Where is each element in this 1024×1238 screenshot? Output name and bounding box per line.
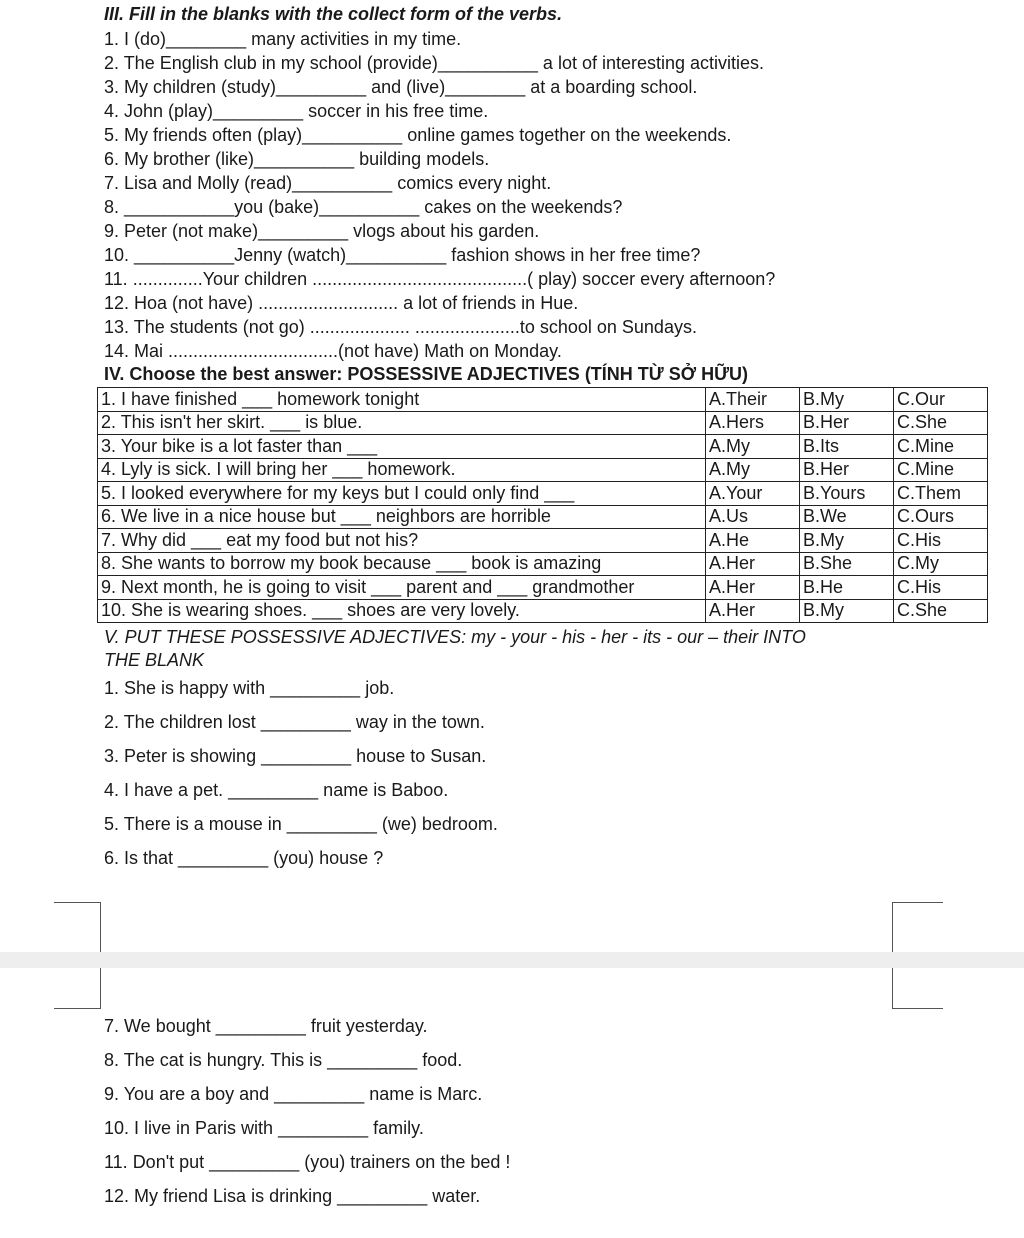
possessive-choice-table (97, 387, 988, 623)
option-b-cell: B.Her (800, 458, 894, 482)
list-item: 6. Is that _________ (you) house ? (104, 848, 384, 868)
page-corner-mark (892, 968, 943, 1009)
option-a-cell: A.My (706, 458, 800, 482)
option-b-cell: B.She (800, 552, 894, 576)
list-item: 10. __________Jenny (watch)__________ fashion shows in her free time? (104, 245, 701, 265)
section-4-title: IV. Choose the best answer: POSSESSIVE ADJECTIVES (TÍNH TỪ SỞ HỮU) (104, 364, 749, 384)
option-c-cell: C.My (894, 552, 988, 576)
option-a-cell: A.Us (706, 505, 800, 529)
option-a-cell: A.Your (706, 482, 800, 506)
question-cell: 3. Your bike is a lot faster than ___ (98, 435, 706, 459)
option-b-cell: B.We (800, 505, 894, 529)
option-c-cell: C.Mine (894, 435, 988, 459)
option-a-cell: A.My (706, 435, 800, 459)
option-c-cell: C.She (894, 599, 988, 623)
table-row (98, 552, 988, 576)
list-item: 12. Hoa (not have) ............................ a lot of friends in Hue. (104, 293, 579, 313)
question-cell: 6. We live in a nice house but ___ neighbors are horrible (98, 505, 706, 529)
option-a-cell: A.Her (706, 552, 800, 576)
page-corner-mark (54, 968, 101, 1009)
list-item: 1. I (do)________ many activities in my time. (104, 29, 462, 49)
list-item: 4. John (play)_________ soccer in his free time. (104, 101, 489, 121)
question-cell: 2. This isn't her skirt. ___ is blue. (98, 411, 706, 435)
option-c-cell: C.Our (894, 388, 988, 412)
page-corner-mark (54, 902, 101, 953)
list-item: 8. ___________you (bake)__________ cakes on the weekends? (104, 197, 623, 217)
table-row (98, 599, 988, 623)
list-item: 4. I have a pet. _________ name is Baboo. (104, 780, 449, 800)
section-5-title-line-2: THE BLANK (104, 650, 205, 670)
list-item: 6. My brother (like)__________ building models. (104, 149, 490, 169)
question-cell: 9. Next month, he is going to visit ___ parent and ___ grandmother (98, 576, 706, 600)
list-item: 14. Mai ..................................(not have) Math on Monday. (104, 341, 562, 361)
option-a-cell: A.Their (706, 388, 800, 412)
list-item: 5. My friends often (play)__________ online games together on the weekends. (104, 125, 732, 145)
option-a-cell: A.Hers (706, 411, 800, 435)
option-c-cell: C.She (894, 411, 988, 435)
list-item: 3. Peter is showing _________ house to Susan. (104, 746, 487, 766)
list-item: 1. She is happy with _________ job. (104, 678, 395, 698)
option-c-cell: C.Mine (894, 458, 988, 482)
page-break-divider (0, 952, 1024, 968)
table-row (98, 388, 988, 412)
list-item: 12. My friend Lisa is drinking _________ water. (104, 1186, 481, 1206)
option-a-cell: A.Her (706, 599, 800, 623)
page-corner-mark (892, 902, 943, 953)
option-c-cell: C.Them (894, 482, 988, 506)
question-cell: 7. Why did ___ eat my food but not his? (98, 529, 706, 553)
section-5-title-line-1: V. PUT THESE POSSESSIVE ADJECTIVES: my - your - his - her - its - our – their INTO (104, 627, 806, 647)
list-item: 9. Peter (not make)_________ vlogs about his garden. (104, 221, 540, 241)
table-row (98, 529, 988, 553)
option-b-cell: B.Her (800, 411, 894, 435)
question-cell: 4. Lyly is sick. I will bring her ___ homework. (98, 458, 706, 482)
section-5-title (104, 626, 806, 672)
list-item: 7. Lisa and Molly (read)__________ comics every night. (104, 173, 552, 193)
option-a-cell: A.Her (706, 576, 800, 600)
list-item: 13. The students (not go) .................... .....................to school on Sundays. (104, 317, 697, 337)
list-item: 11. ..............Your children ...........................................( play) soccer every afternoon? (104, 269, 776, 289)
question-cell: 8. She wants to borrow my book because ___ book is amazing (98, 552, 706, 576)
question-cell: 5. I looked everywhere for my keys but I could only find ___ (98, 482, 706, 506)
question-cell: 1. I have finished ___ homework tonight (98, 388, 706, 412)
table-row (98, 411, 988, 435)
list-item: 7. We bought _________ fruit yesterday. (104, 1016, 428, 1036)
option-c-cell: C.Ours (894, 505, 988, 529)
list-item: 3. My children (study)_________ and (live)________ at a boarding school. (104, 77, 698, 97)
table-row (98, 458, 988, 482)
list-item: 10. I live in Paris with _________ family. (104, 1118, 424, 1138)
list-item: 9. You are a boy and _________ name is Marc. (104, 1084, 483, 1104)
section-3-title: III. Fill in the blanks with the collect form of the verbs. (104, 4, 563, 24)
table-row (98, 482, 988, 506)
table-row (98, 576, 988, 600)
option-a-cell: A.He (706, 529, 800, 553)
table-row (98, 435, 988, 459)
list-item: 5. There is a mouse in _________ (we) bedroom. (104, 814, 498, 834)
list-item: 2. The English club in my school (provide)__________ a lot of interesting activities. (104, 53, 765, 73)
list-item: 8. The cat is hungry. This is _________ food. (104, 1050, 463, 1070)
list-item: 11. Don't put _________ (you) trainers on the bed ! (104, 1152, 511, 1172)
question-cell: 10. She is wearing shoes. ___ shoes are very lovely. (98, 599, 706, 623)
option-c-cell: C.His (894, 576, 988, 600)
option-c-cell: C.His (894, 529, 988, 553)
table-row (98, 505, 988, 529)
option-b-cell: B.My (800, 599, 894, 623)
list-item: 2. The children lost _________ way in the town. (104, 712, 485, 732)
option-b-cell: B.Yours (800, 482, 894, 506)
option-b-cell: B.My (800, 529, 894, 553)
option-b-cell: B.Its (800, 435, 894, 459)
option-b-cell: B.My (800, 388, 894, 412)
option-b-cell: B.He (800, 576, 894, 600)
